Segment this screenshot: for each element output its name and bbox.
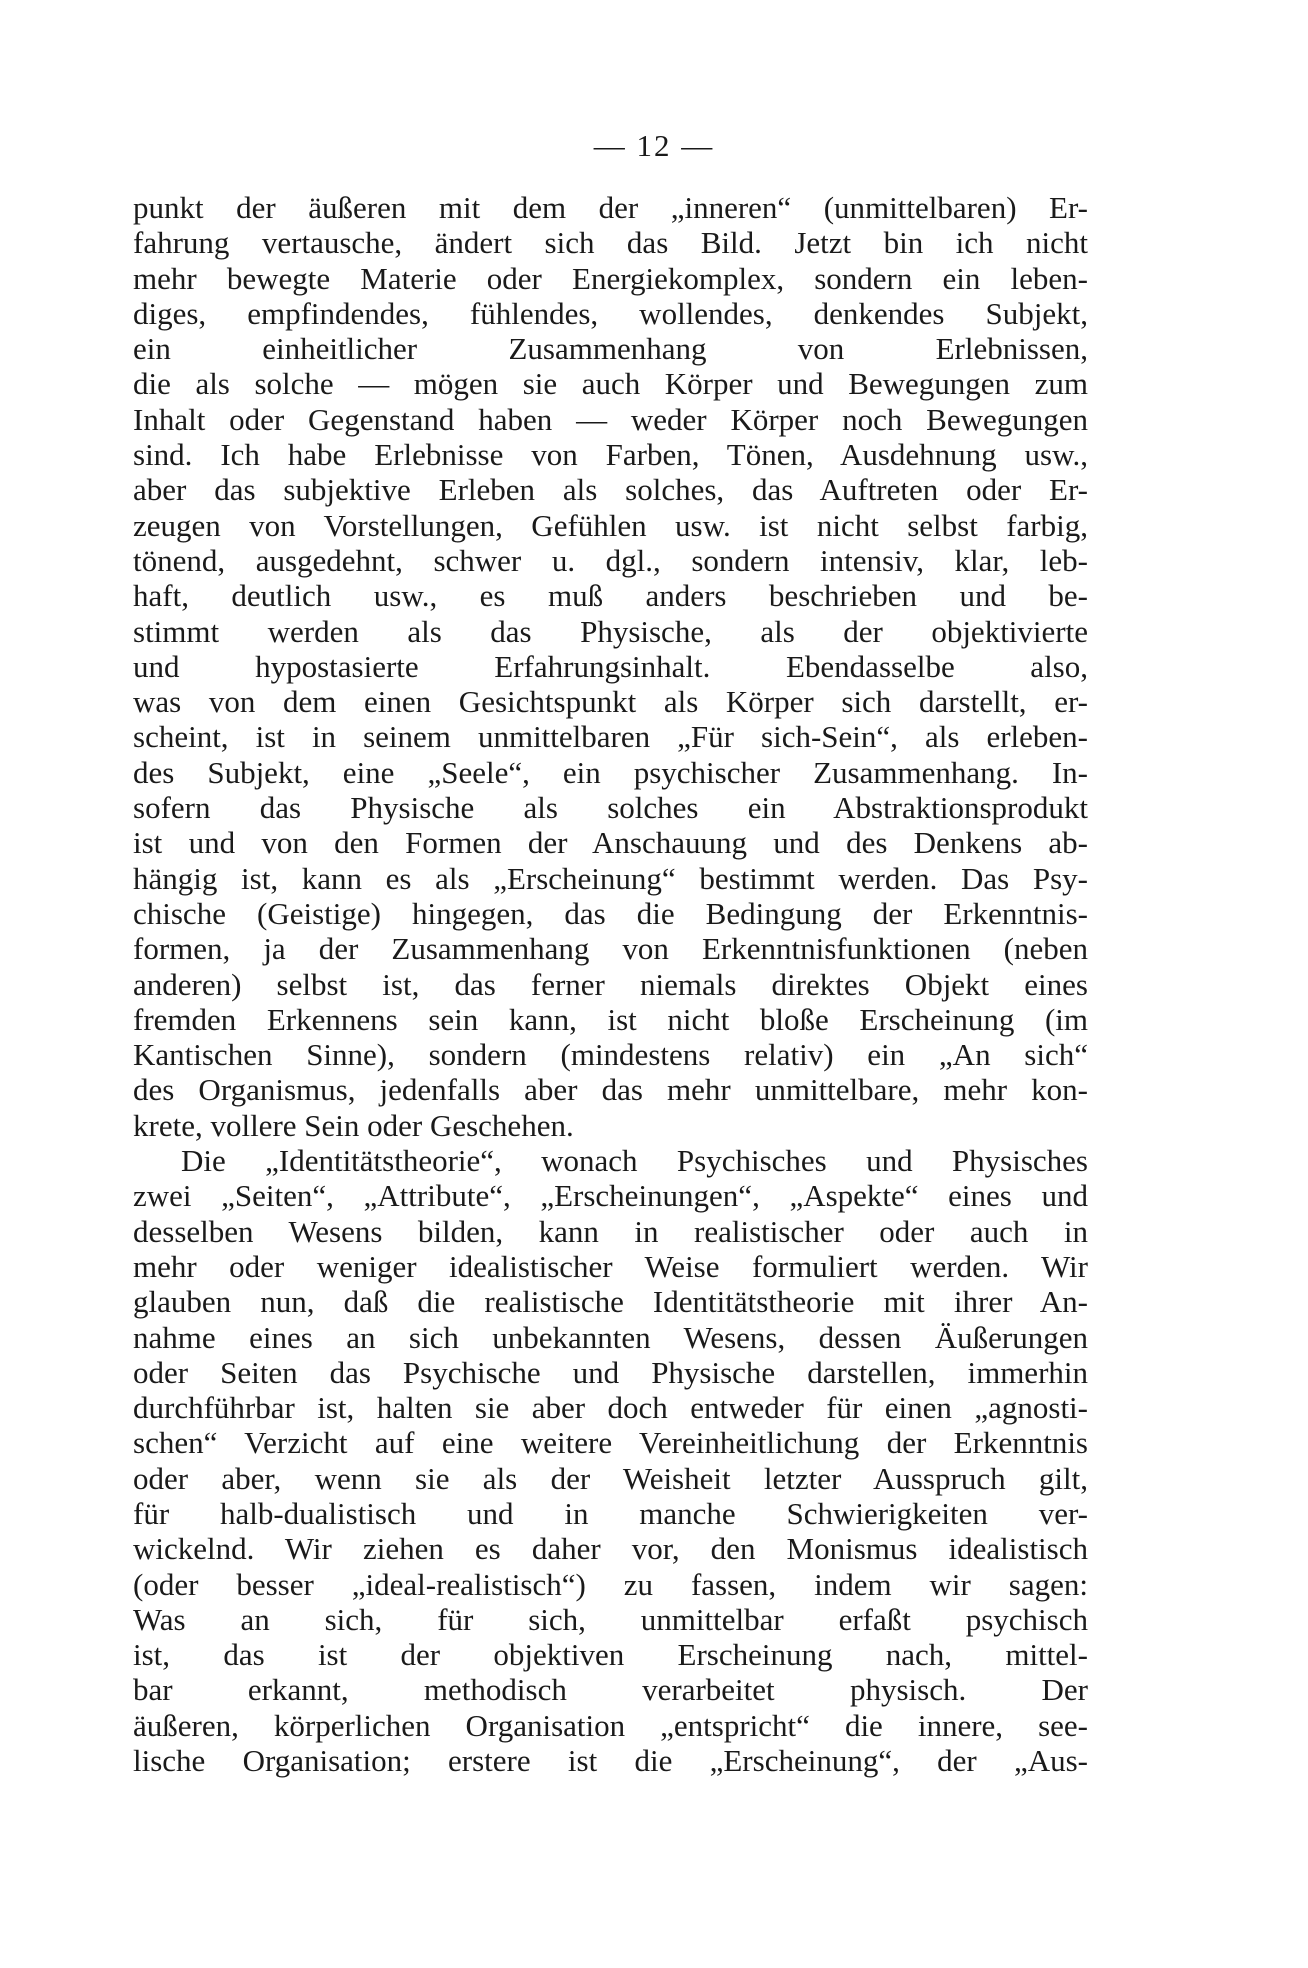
text-line: durchführbar ist, halten sie aber doch entweder für einen „agnosti- <box>133 1390 1088 1426</box>
text-line: formen, ja der Zusammenhang von Erkenntnisfunktionen (neben <box>133 931 1088 967</box>
text-line: äußeren, körperlichen Organisation „entspricht“ die innere, see- <box>133 1707 1088 1743</box>
text-line: tönend, ausgedehnt, schwer u. dgl., sondern intensiv, klar, leb- <box>133 542 1088 578</box>
text-line: ein einheitlicher Zusammenhang von Erlebnissen, <box>133 331 1088 367</box>
text-line: oder aber, wenn sie als der Weisheit letzter Ausspruch gilt, <box>133 1460 1088 1496</box>
text-line: des Subjekt, eine „Seele“, ein psychischer Zusammenhang. In- <box>133 754 1088 790</box>
text-line: stimmt werden als das Physische, als der objektivierte <box>133 613 1088 649</box>
text-line: zwei „Seiten“, „Attribute“, „Erscheinungen“, „Aspekte“ eines und <box>133 1178 1088 1214</box>
text-line: die als solche — mögen sie auch Körper und Bewegungen zum <box>133 366 1088 402</box>
text-line: sofern das Physische als solches ein Abstraktionsprodukt <box>133 790 1088 826</box>
text-line: und hypostasierte Erfahrungsinhalt. Ebendasselbe also, <box>133 648 1088 684</box>
text-line: hängig ist, kann es als „Erscheinung“ bestimmt werden. Das Psy- <box>133 860 1088 896</box>
text-line: (oder besser „ideal-realistisch“) zu fassen, indem wir sagen: <box>133 1566 1088 1602</box>
text-line: diges, empfindendes, fühlendes, wollendes, denkendes Subjekt, <box>133 295 1088 331</box>
text-line: oder Seiten das Psychische und Physische darstellen, immerhin <box>133 1354 1088 1390</box>
text-line: mehr bewegte Materie oder Energiekomplex, sondern ein leben- <box>133 260 1088 296</box>
text-line: bar erkannt, methodisch verarbeitet physisch. Der <box>133 1672 1088 1708</box>
text-line: chische (Geistige) hingegen, das die Bedingung der Erkenntnis- <box>133 895 1088 931</box>
text-line: glauben nun, daß die realistische Identitätstheorie mit ihrer An- <box>133 1284 1088 1320</box>
text-line: sind. Ich habe Erlebnisse von Farben, Tönen, Ausdehnung usw., <box>133 437 1088 473</box>
text-line: fremden Erkennens sein kann, ist nicht bloße Erscheinung (im <box>133 1001 1088 1037</box>
text-line: wickelnd. Wir ziehen es daher vor, den Monismus idealistisch <box>133 1531 1088 1567</box>
text-line: anderen) selbst ist, das ferner niemals direktes Objekt eines <box>133 966 1088 1002</box>
text-line: Kantischen Sinne), sondern (mindestens relativ) ein „An sich“ <box>133 1037 1088 1073</box>
text-line: Die „Identitätstheorie“, wonach Psychisches und Physisches <box>181 1143 1088 1179</box>
text-line: nahme eines an sich unbekannten Wesens, dessen Äußerungen <box>133 1319 1088 1355</box>
text-line: fahrung vertausche, ändert sich das Bild. Jetzt bin ich nicht <box>133 225 1088 261</box>
text-line: des Organismus, jedenfalls aber das mehr unmittelbare, mehr kon- <box>133 1072 1088 1108</box>
text-line: Inhalt oder Gegenstand haben — weder Körper noch Bewegungen <box>133 401 1088 437</box>
text-line: Was an sich, für sich, unmittelbar erfaßt psychisch <box>133 1601 1088 1637</box>
text-line: ist, das ist der objektiven Erscheinung nach, mittel- <box>133 1637 1088 1673</box>
text-line: scheint, ist in seinem unmittelbaren „Für sich-Sein“, als erleben- <box>133 719 1088 755</box>
text-line: ist und von den Formen der Anschauung und des Denkens ab- <box>133 825 1088 861</box>
text-line: punkt der äußeren mit dem der „inneren“ (unmittelbaren) Er- <box>133 190 1088 225</box>
text-line: für halb-dualistisch und in manche Schwierigkeiten ver- <box>133 1495 1088 1531</box>
text-line: was von dem einen Gesichtspunkt als Körper sich darstellt, er- <box>133 684 1088 720</box>
text-line: mehr oder weniger idealistischer Weise formuliert werden. Wir <box>133 1248 1088 1284</box>
text-line: krete, vollere Sein oder Geschehen. <box>133 1107 574 1143</box>
text-line: zeugen von Vorstellungen, Gefühlen usw. ist nicht selbst farbig, <box>133 507 1088 543</box>
page-number: — 12 — <box>593 128 715 163</box>
body-text <box>133 190 1088 1778</box>
text-line: desselben Wesens bilden, kann in realistischer oder auch in <box>133 1213 1088 1249</box>
text-line: haft, deutlich usw., es muß anders beschrieben und be- <box>133 578 1088 614</box>
text-line: aber das subjektive Erleben als solches, das Auftreten oder Er- <box>133 472 1088 508</box>
text-line: lische Organisation; erstere ist die „Erscheinung“, der „Aus- <box>133 1743 1088 1779</box>
text-line: schen“ Verzicht auf eine weitere Vereinheitlichung der Erkenntnis <box>133 1425 1088 1461</box>
